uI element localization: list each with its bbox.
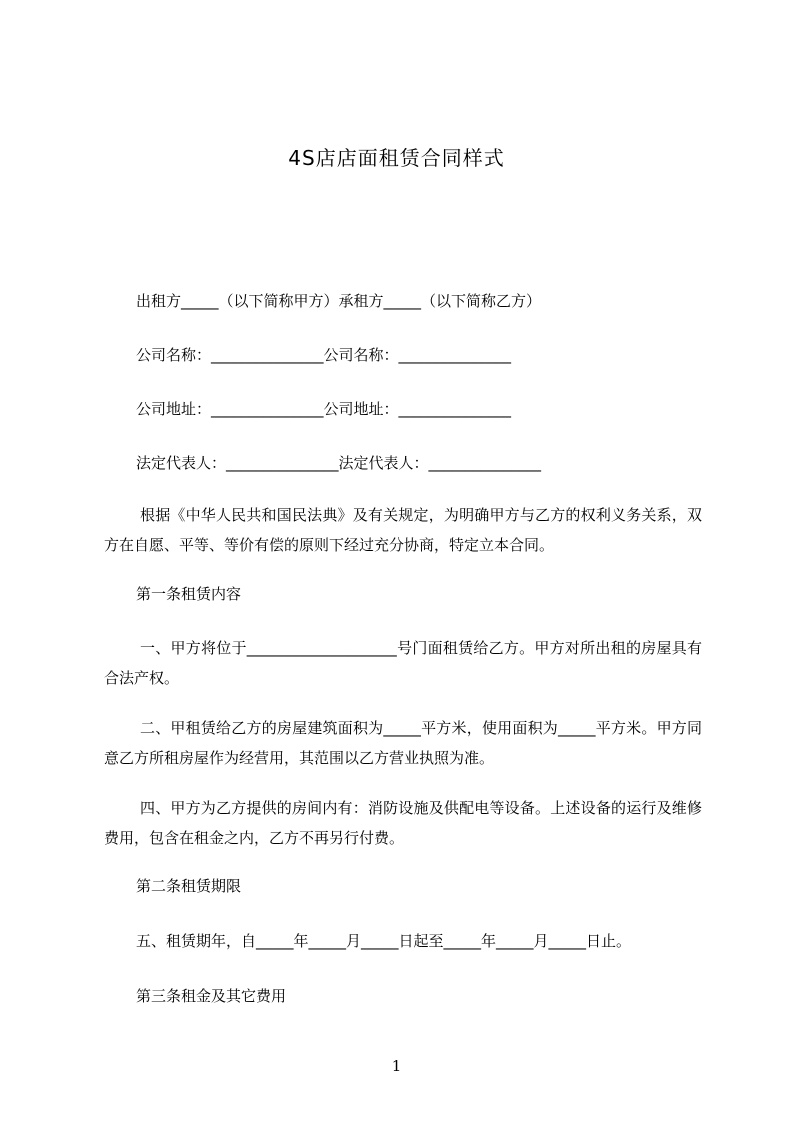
document-title: 4S店店面租赁合同样式 — [288, 146, 505, 170]
clause-2-paragraph: 二、甲租赁给乙方的房屋建筑面积为_____平方米，使用面积为_____平方米。甲方同意乙方所租房屋作为经营用，其范围以乙方营业执照为准。 — [104, 719, 702, 767]
article-3-heading: 第三条租金及其它费用 — [136, 987, 287, 1005]
page-number: 1 — [391, 1057, 402, 1075]
clause-1-paragraph: 一、甲方将位于____________________号门面租赁给乙方。甲方对所出租的房屋具有合法产权。 — [104, 639, 702, 687]
legal-representative-line: 法定代表人：_______________法定代表人：_______________ — [136, 454, 542, 472]
clause-4-paragraph: 四、甲方为乙方提供的房间内有：消防设施及供配电等设备。上述设备的运行及维修费用，包含在租金之内，乙方不再另行付费。 — [104, 799, 702, 847]
preamble-paragraph: 根据《中华人民共和国民法典》及有关规定，为明确甲方与乙方的权利义务关系，双方在自愿、平等、等价有偿的原则下经过充分协商，特定立本合同。 — [104, 506, 702, 554]
company-address-line: 公司地址：_______________公司地址：_______________ — [136, 400, 512, 418]
company-name-line: 公司名称：_______________公司名称：_______________ — [136, 346, 512, 364]
article-2-heading: 第二条租赁期限 — [136, 877, 242, 895]
parties-line: 出租方_____（以下简称甲方）承租方_____（以下简称乙方） — [136, 292, 542, 310]
article-1-heading: 第一条租赁内容 — [136, 585, 242, 603]
clause-5-line: 五、租赁期年，自_____年_____月_____日起至_____年_____月_____日止。 — [136, 932, 632, 950]
